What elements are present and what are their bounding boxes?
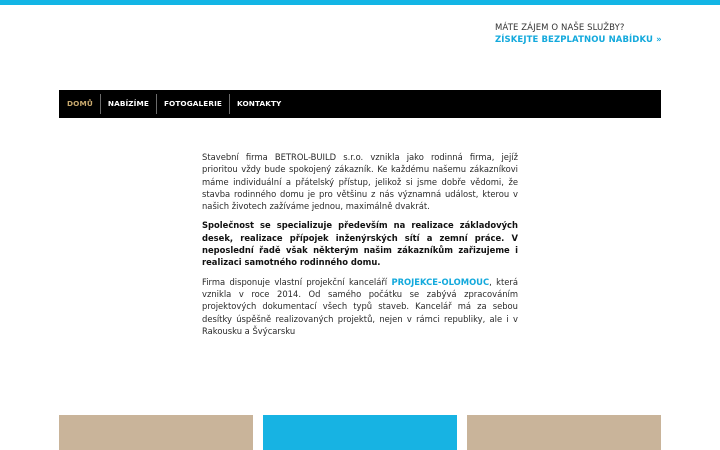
nav-item-services[interactable]: NABÍZÍME	[107, 99, 149, 108]
design-office-paragraph	[202, 276, 518, 337]
design-office-text-start: Firma disponuje vlastní projekční kanceláří	[202, 276, 392, 287]
nav-item-home[interactable]: DOMŮ	[67, 99, 93, 108]
intro-paragraph: Stavební firma BETROL-BUILD s.r.o. vznikla jako rodinná firma, jejíž prioritou vždy bude spokojený zákazník. Ke každému našemu zákazníkovi máme individuální a přátelský přístup, jelikož si jsme dobře vědomi, že stavba rodinného domu je pro většinu z nás významná událost, kterou v našich životech zažíváme jednou, maximálně dvakrát.	[202, 152, 518, 212]
free-offer-link[interactable]: ZÍSKEJTE BEZPLATNOU NABÍDKU »	[495, 35, 662, 45]
specialization-paragraph: Společnost se specializuje především na realizace základových desek, realizace přípojek inženýrských sítí a zemní práce. V neposlední řadě však některým našim zákazníkům zařizujeme i realizaci samotného rodinného domu.	[202, 220, 518, 268]
main-navigation	[59, 90, 661, 118]
main-content	[202, 151, 518, 344]
top-accent-stripe	[0, 0, 720, 5]
feature-card-right[interactable]	[467, 415, 661, 450]
nav-item-contacts[interactable]: KONTAKTY	[237, 99, 282, 108]
feature-card-center[interactable]	[263, 415, 457, 450]
nav-item-gallery[interactable]: FOTOGALERIE	[163, 99, 223, 108]
design-office-text-end: , která vznikla v roce 2014. Od samého počátku se zabývá zpracováním projektových dokumentací všech typů staveb. Kancelář má za sebou desítky úspěšně realizovaných projektů, nejen v rámci republiky, ale i v Rakousku a Švýcarsku	[202, 276, 519, 336]
header-promo	[495, 22, 662, 46]
promo-question: MÁTE ZÁJEM O NAŠE SLUŽBY?	[495, 23, 625, 33]
projekce-olomouc-link[interactable]: PROJEKCE-OLOMOUC	[391, 276, 490, 287]
feature-card-left[interactable]	[59, 415, 253, 450]
